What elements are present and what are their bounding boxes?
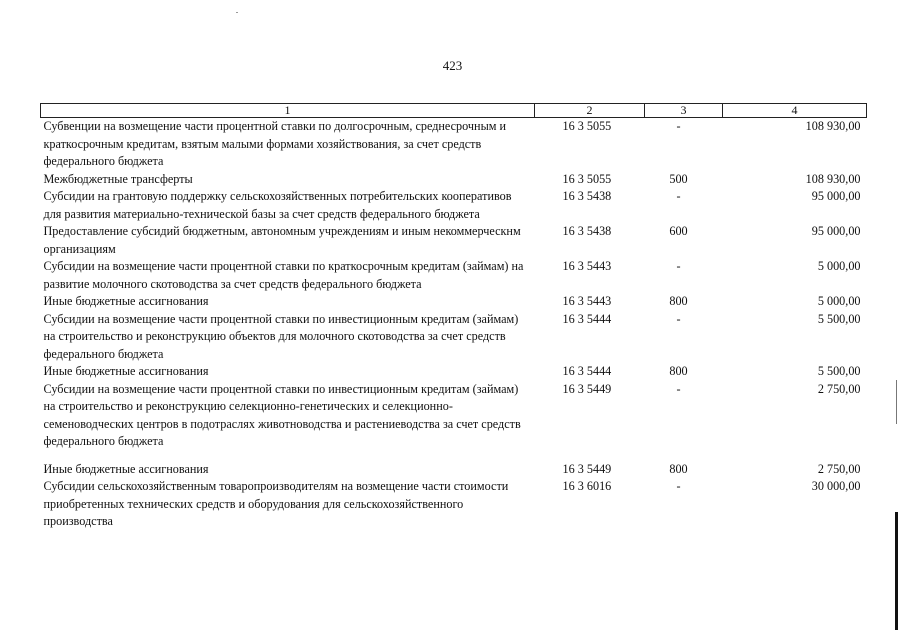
row-name: Субсидии на возмещение части процентной ставки по инвестиционным кредитам (займам) на строительство и реконструкцию объектов для молочного скотоводства за счет средств федерального бюджета bbox=[43, 311, 519, 361]
row-amount: 108 930,00 bbox=[805, 119, 861, 133]
row-amount: 30 000,00 bbox=[811, 479, 861, 493]
column-header-type: 3 bbox=[645, 104, 723, 118]
row-expense-type: - bbox=[676, 479, 681, 493]
table-row bbox=[41, 381, 867, 451]
row-name: Субсидии на возмещение части процентной ставки по краткосрочным кредитам (займам) на развитие молочного скотоводства за счет средств федерального бюджета bbox=[43, 259, 524, 291]
row-code: 16 3 5449 bbox=[562, 381, 612, 396]
row-amount: 108 930,00 bbox=[805, 171, 861, 186]
row-amount: 95 000,00 bbox=[811, 224, 861, 238]
table-row bbox=[41, 258, 867, 293]
row-code: 16 3 5438 bbox=[562, 224, 612, 238]
row-name: Субвенции на возмещение части процентной ставки по долгосрочным, среднесрочным и краткосрочным кредитам, взятым малыми формами хозяйствования, за счет средств федерального бюджета bbox=[43, 119, 507, 168]
row-name: Иные бюджетные ассигнования bbox=[43, 461, 209, 476]
table-row bbox=[41, 293, 867, 311]
row-code: 16 3 5055 bbox=[562, 119, 612, 133]
row-expense-type: 600 bbox=[669, 224, 688, 238]
row-code: 16 3 5055 bbox=[562, 171, 612, 186]
row-expense-type: - bbox=[676, 119, 681, 133]
budget-table bbox=[40, 103, 867, 531]
row-code: 16 3 5443 bbox=[562, 259, 612, 273]
row-expense-type: 800 bbox=[669, 461, 688, 476]
row-amount: 5 000,00 bbox=[817, 259, 861, 273]
table-row bbox=[41, 311, 867, 364]
scan-speck bbox=[236, 12, 238, 13]
table-row bbox=[41, 118, 867, 171]
table-header-row bbox=[41, 104, 867, 118]
row-amount: 5 000,00 bbox=[817, 294, 861, 308]
row-expense-type: - bbox=[676, 259, 681, 273]
table-row bbox=[41, 188, 867, 223]
row-expense-type: 800 bbox=[669, 294, 688, 308]
row-code: 16 3 5438 bbox=[562, 189, 612, 203]
column-header-code: 2 bbox=[535, 104, 645, 118]
row-name: Межбюджетные трансферты bbox=[43, 171, 193, 186]
row-code: 16 3 5443 bbox=[562, 294, 612, 308]
row-code: 16 3 6016 bbox=[562, 479, 612, 493]
row-amount: 5 500,00 bbox=[817, 311, 861, 326]
row-name: Иные бюджетные ассигнования bbox=[43, 364, 209, 378]
row-expense-type: 500 bbox=[669, 171, 688, 186]
row-name: Предоставление субсидий бюджетным, автономным учреждениям и иным некоммерческнм организациям bbox=[43, 224, 521, 256]
row-code: 16 3 5444 bbox=[562, 311, 612, 326]
row-name: Субсидии на возмещение части процентной ставки по инвестиционным кредитам (займам) на строительство и реконструкцию селекционно-генетических и селекционно-семеноводческих центров в подотраслях животноводства и растениеводства за счет средств федерального бюджета bbox=[43, 381, 521, 448]
row-name: Субсидии на грантовую поддержку сельскохозяйственных потребительских кооперативов для развития материально-технической базы за счет средств федерального бюджета bbox=[43, 189, 512, 221]
row-amount: 2 750,00 bbox=[817, 381, 861, 396]
column-header-amount: 4 bbox=[723, 104, 867, 118]
table-row bbox=[41, 223, 867, 258]
row-expense-type: 800 bbox=[669, 364, 688, 378]
table-row bbox=[41, 363, 867, 381]
column-header-name: 1 bbox=[41, 104, 535, 118]
row-expense-type: - bbox=[676, 189, 681, 203]
scan-edge-mark bbox=[895, 512, 898, 630]
row-code: 16 3 5444 bbox=[562, 364, 612, 378]
row-name: Субсидии сельскохозяйственным товаропроизводителям на возмещение части стоимости приобретенных технических средств и оборудования для сельскохозяйственного производства bbox=[43, 479, 509, 528]
row-name: Иные бюджетные ассигнования bbox=[43, 294, 209, 308]
page-number: 423 bbox=[442, 58, 463, 73]
row-amount: 95 000,00 bbox=[811, 189, 861, 203]
row-expense-type: - bbox=[676, 311, 681, 326]
row-amount: 5 500,00 bbox=[817, 364, 861, 378]
table-row bbox=[41, 478, 867, 531]
table-row bbox=[41, 171, 867, 189]
scan-edge-mark bbox=[896, 380, 897, 424]
row-expense-type: - bbox=[676, 381, 681, 396]
row-amount: 2 750,00 bbox=[817, 461, 861, 476]
table-row bbox=[41, 451, 867, 479]
row-code: 16 3 5449 bbox=[562, 461, 612, 476]
